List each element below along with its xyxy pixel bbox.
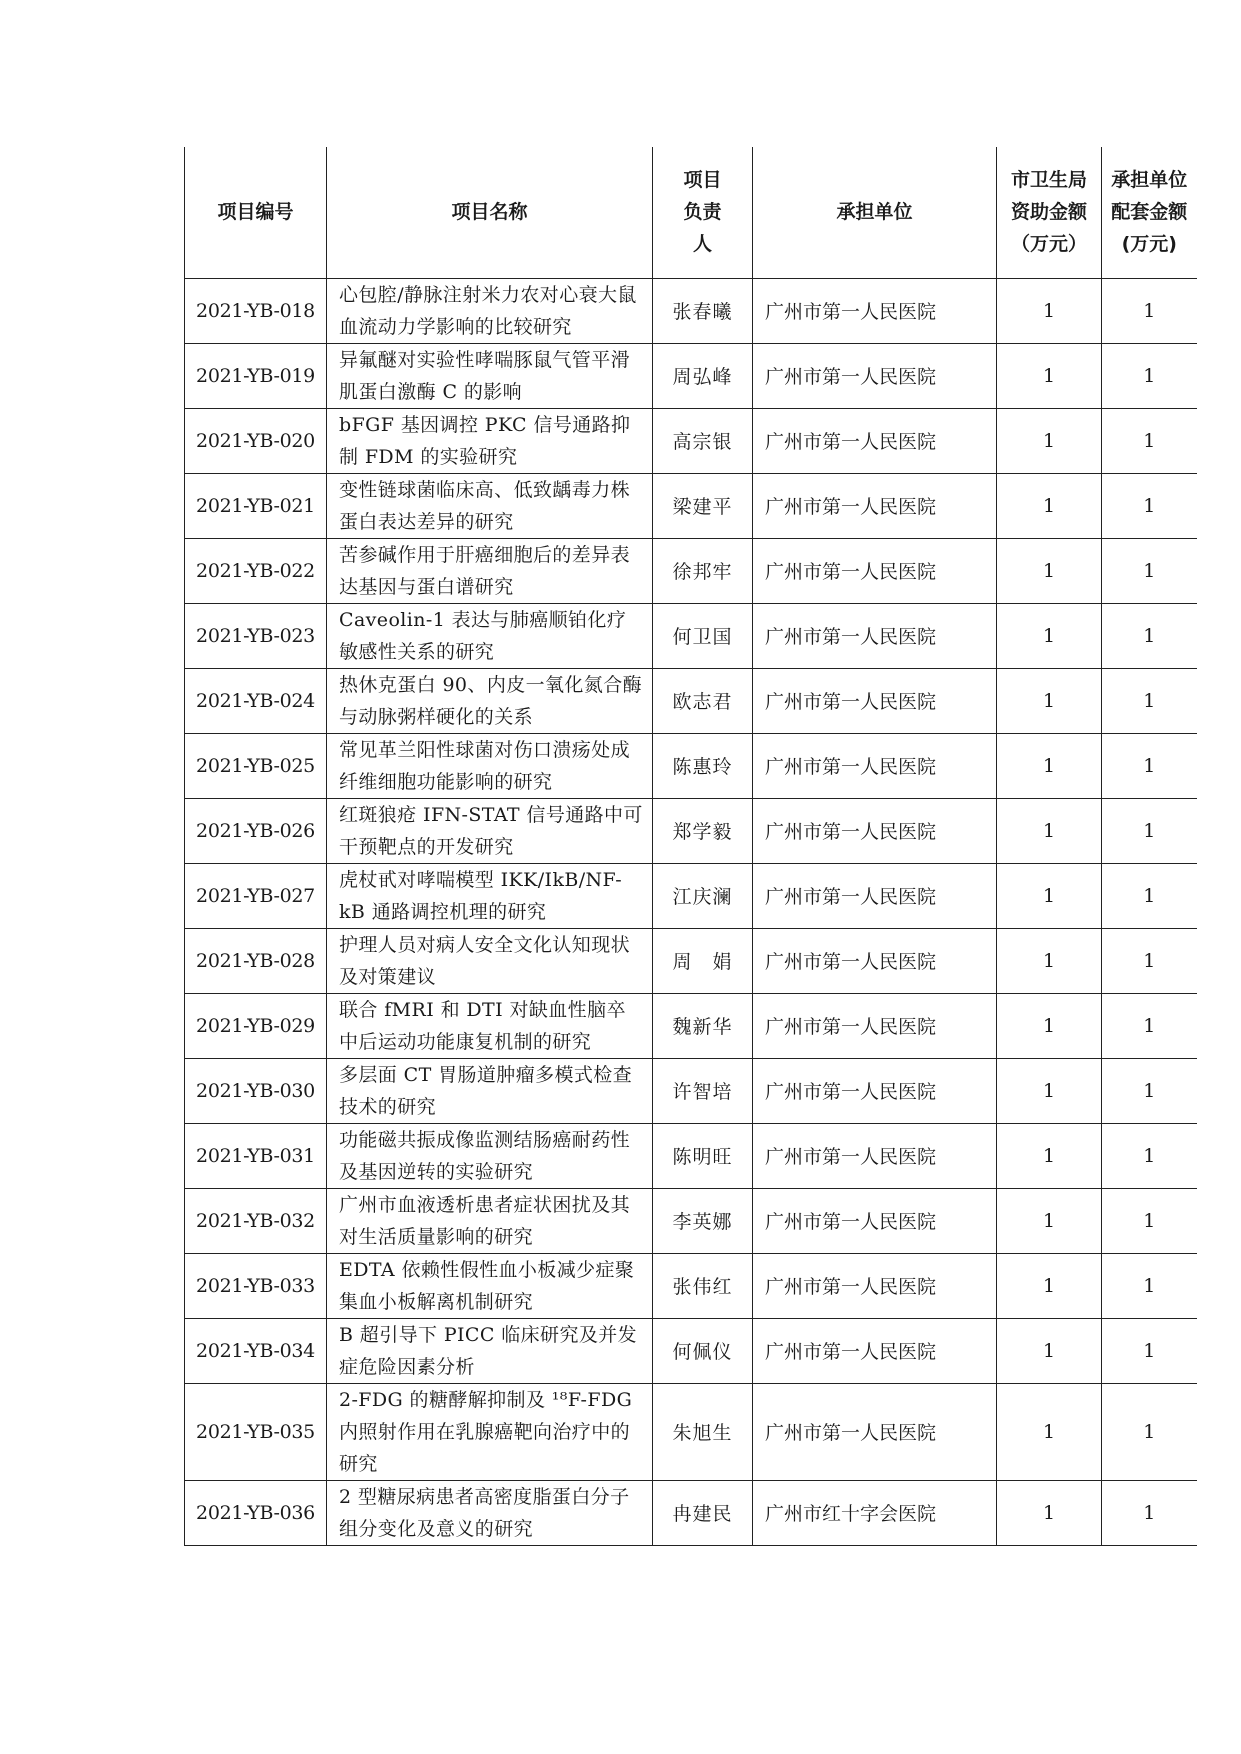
cell-code: 2021-YB-021 [185,473,327,538]
cell-leader: 梁建平 [653,473,753,538]
cell-unit: 广州市第一人民医院 [753,408,997,473]
table-row [185,1123,1197,1188]
table-row [185,473,1197,538]
cell-unit-amount: 1 [1102,928,1197,993]
cell-leader: 冉建民 [653,1480,753,1545]
cell-unit-amount: 1 [1102,473,1197,538]
table-row [185,408,1197,473]
cell-gov-amount: 1 [997,1253,1102,1318]
cell-unit: 广州市第一人民医院 [753,668,997,733]
table-row [185,798,1197,863]
cell-gov-amount: 1 [997,1058,1102,1123]
cell-leader: 何佩仪 [653,1318,753,1383]
cell-unit-amount: 1 [1102,1253,1197,1318]
cell-unit-amount: 1 [1102,1188,1197,1253]
cell-leader: 李英娜 [653,1188,753,1253]
cell-code: 2021-YB-018 [185,278,327,343]
cell-name: 异氟醚对实验性哮喘豚鼠气管平滑肌蛋白激酶 C 的影响 [327,343,653,408]
table-row [185,538,1197,603]
cell-leader: 周弘峰 [653,343,753,408]
cell-name: 2 型糖尿病患者高密度脂蛋白分子组分变化及意义的研究 [327,1480,653,1545]
header-unit: 承担单位 [753,147,997,278]
table-row [185,928,1197,993]
header-code: 项目编号 [185,147,327,278]
project-table [184,147,1197,1546]
cell-gov-amount: 1 [997,538,1102,603]
cell-unit-amount: 1 [1102,1318,1197,1383]
cell-name: B 超引导下 PICC 临床研究及并发症危险因素分析 [327,1318,653,1383]
table-row [185,733,1197,798]
cell-unit: 广州市第一人民医院 [753,473,997,538]
table-row [185,1383,1197,1480]
cell-code: 2021-YB-026 [185,798,327,863]
header-leader-text: 项目负责人 [683,169,722,256]
cell-leader: 江庆澜 [653,863,753,928]
cell-leader: 陈明旺 [653,1123,753,1188]
cell-unit: 广州市第一人民医院 [753,603,997,668]
header-unit-amount [1102,147,1197,278]
cell-gov-amount: 1 [997,1188,1102,1253]
cell-code: 2021-YB-020 [185,408,327,473]
cell-name: EDTA 依赖性假性血小板减少症聚集血小板解离机制研究 [327,1253,653,1318]
table-row [185,1253,1197,1318]
cell-leader: 魏新华 [653,993,753,1058]
cell-gov-amount: 1 [997,603,1102,668]
cell-gov-amount: 1 [997,668,1102,733]
cell-unit-amount: 1 [1102,1123,1197,1188]
cell-name: 虎杖甙对哮喘模型 IKK/IkB/NF-kB 通路调控机理的研究 [327,863,653,928]
table-body [185,278,1197,1545]
cell-name: 苦参碱作用于肝癌细胞后的差异表达基因与蛋白谱研究 [327,538,653,603]
cell-code: 2021-YB-032 [185,1188,327,1253]
cell-unit: 广州市第一人民医院 [753,538,997,603]
table-row [185,1318,1197,1383]
cell-gov-amount: 1 [997,863,1102,928]
cell-unit-amount: 1 [1102,668,1197,733]
cell-name: 心包腔/静脉注射米力农对心衰大鼠血流动力学影响的比较研究 [327,278,653,343]
cell-unit-amount: 1 [1102,863,1197,928]
cell-leader: 张伟红 [653,1253,753,1318]
cell-leader: 周 娟 [653,928,753,993]
cell-gov-amount: 1 [997,928,1102,993]
cell-leader: 欧志君 [653,668,753,733]
cell-gov-amount: 1 [997,343,1102,408]
cell-unit-amount: 1 [1102,343,1197,408]
cell-unit: 广州市第一人民医院 [753,1058,997,1123]
cell-unit-amount: 1 [1102,603,1197,668]
cell-code: 2021-YB-035 [185,1383,327,1480]
cell-code: 2021-YB-025 [185,733,327,798]
cell-name: 功能磁共振成像监测结肠癌耐药性及基因逆转的实验研究 [327,1123,653,1188]
cell-gov-amount: 1 [997,408,1102,473]
table-row [185,863,1197,928]
cell-unit: 广州市红十字会医院 [753,1480,997,1545]
cell-gov-amount: 1 [997,1123,1102,1188]
cell-code: 2021-YB-029 [185,993,327,1058]
table-row [185,1480,1197,1545]
cell-leader: 朱旭生 [653,1383,753,1480]
cell-code: 2021-YB-022 [185,538,327,603]
header-gov-amount-text: 市卫生局资助金额（万元） [1010,169,1087,256]
cell-name: 红斑狼疮 IFN-STAT 信号通路中可干预靶点的开发研究 [327,798,653,863]
cell-code: 2021-YB-034 [185,1318,327,1383]
cell-unit: 广州市第一人民医院 [753,278,997,343]
cell-unit: 广州市第一人民医院 [753,733,997,798]
cell-leader: 徐邦牢 [653,538,753,603]
header-unit-amount-text: 承担单位配套金额(万元) [1111,169,1188,256]
cell-unit-amount: 1 [1102,733,1197,798]
cell-unit-amount: 1 [1102,798,1197,863]
cell-name: bFGF 基因调控 PKC 信号通路抑制 FDM 的实验研究 [327,408,653,473]
cell-gov-amount: 1 [997,1318,1102,1383]
header-leader [653,147,753,278]
cell-gov-amount: 1 [997,798,1102,863]
cell-unit: 广州市第一人民医院 [753,1383,997,1480]
cell-unit-amount: 1 [1102,278,1197,343]
cell-unit: 广州市第一人民医院 [753,1318,997,1383]
cell-gov-amount: 1 [997,278,1102,343]
table-row [185,1188,1197,1253]
cell-leader: 何卫国 [653,603,753,668]
cell-gov-amount: 1 [997,1383,1102,1480]
cell-unit: 广州市第一人民医院 [753,343,997,408]
table-row [185,278,1197,343]
table-row [185,603,1197,668]
cell-unit-amount: 1 [1102,1058,1197,1123]
cell-code: 2021-YB-019 [185,343,327,408]
cell-unit-amount: 1 [1102,993,1197,1058]
cell-gov-amount: 1 [997,473,1102,538]
cell-code: 2021-YB-027 [185,863,327,928]
table-row [185,993,1197,1058]
table-row [185,1058,1197,1123]
cell-unit-amount: 1 [1102,1480,1197,1545]
cell-code: 2021-YB-028 [185,928,327,993]
cell-name: 2-FDG 的糖酵解抑制及 ¹⁸F-FDG 内照射作用在乳腺癌靶向治疗中的研究 [327,1383,653,1480]
cell-name: 多层面 CT 胃肠道肿瘤多模式检查技术的研究 [327,1058,653,1123]
cell-leader: 高宗银 [653,408,753,473]
cell-leader: 张春曦 [653,278,753,343]
cell-gov-amount: 1 [997,733,1102,798]
cell-unit-amount: 1 [1102,408,1197,473]
cell-leader: 许智培 [653,1058,753,1123]
table-row [185,343,1197,408]
cell-unit-amount: 1 [1102,538,1197,603]
header-gov-amount [997,147,1102,278]
cell-unit: 广州市第一人民医院 [753,928,997,993]
cell-leader: 郑学毅 [653,798,753,863]
cell-unit: 广州市第一人民医院 [753,1188,997,1253]
table-row [185,668,1197,733]
table-header-row [185,147,1197,278]
header-name: 项目名称 [327,147,653,278]
cell-name: 联合 fMRI 和 DTI 对缺血性脑卒中后运动功能康复机制的研究 [327,993,653,1058]
cell-gov-amount: 1 [997,993,1102,1058]
cell-unit: 广州市第一人民医院 [753,798,997,863]
cell-name: Caveolin-1 表达与肺癌顺铂化疗敏感性关系的研究 [327,603,653,668]
cell-name: 热休克蛋白 90、内皮一氧化氮合酶与动脉粥样硬化的关系 [327,668,653,733]
cell-leader: 陈惠玲 [653,733,753,798]
cell-gov-amount: 1 [997,1480,1102,1545]
cell-unit: 广州市第一人民医院 [753,993,997,1058]
cell-name: 广州市血液透析患者症状困扰及其对生活质量影响的研究 [327,1188,653,1253]
cell-code: 2021-YB-033 [185,1253,327,1318]
cell-code: 2021-YB-024 [185,668,327,733]
cell-code: 2021-YB-023 [185,603,327,668]
cell-name: 护理人员对病人安全文化认知现状及对策建议 [327,928,653,993]
cell-code: 2021-YB-036 [185,1480,327,1545]
cell-unit: 广州市第一人民医院 [753,1253,997,1318]
cell-code: 2021-YB-030 [185,1058,327,1123]
cell-unit-amount: 1 [1102,1383,1197,1480]
cell-name: 变性链球菌临床高、低致龋毒力株蛋白表达差异的研究 [327,473,653,538]
cell-unit: 广州市第一人民医院 [753,863,997,928]
cell-code: 2021-YB-031 [185,1123,327,1188]
cell-unit: 广州市第一人民医院 [753,1123,997,1188]
cell-name: 常见革兰阳性球菌对伤口溃疡处成纤维细胞功能影响的研究 [327,733,653,798]
